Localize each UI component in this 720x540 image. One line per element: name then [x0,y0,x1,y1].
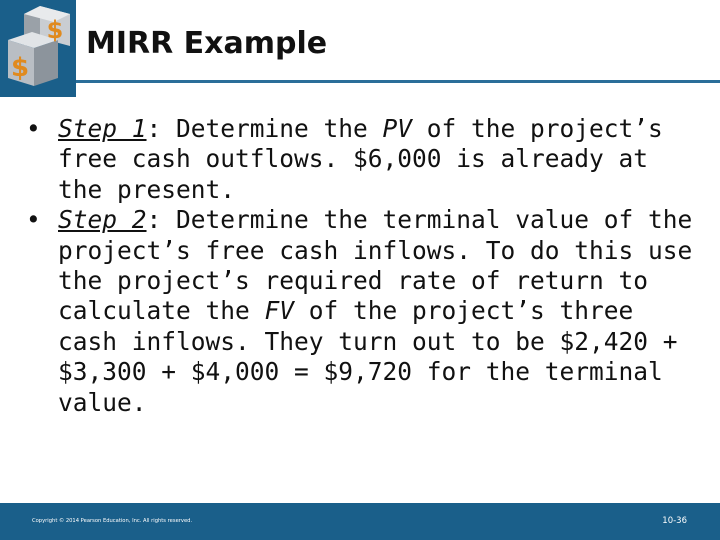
page-number: 10-36 [662,516,687,526]
dollar-glyph-lower: $ [10,53,30,83]
dollar-glyph-upper: $ [46,16,64,44]
bullet-item-step-1 [26,114,696,205]
bullet-marker: • [26,114,41,143]
bullet-item-step-2 [26,205,696,418]
bullet-marker: • [26,205,41,235]
bullet-text: of the project’s free cash outflows. $6,000 is already at the present. [58,114,663,204]
header-divider [76,80,720,83]
bullet-list [26,114,696,418]
footer-bar [0,503,720,540]
bullet-text: : Determine the [146,114,383,143]
copyright-notice: Copyright © 2014 Pearson Education, Inc. All rights reserved. [32,518,193,524]
finance-term: FV [264,296,295,326]
bullet-text: : Determine the terminal value of the project’s free cash inflows. To do this use the project’s required rate of return to calculate the [58,205,693,326]
finance-term: PV [382,114,413,143]
step-label: Step 2 [58,205,147,235]
bullet-text: of the project’s three cash inflows. They turn out to be $2,420 + $3,300 + $4,000 = $9,720 for the terminal value. [58,296,678,417]
dollar-dice-logo-icon [0,0,76,97]
step-label: Step 1 [58,114,147,143]
slide-title: MIRR Example [86,26,328,61]
